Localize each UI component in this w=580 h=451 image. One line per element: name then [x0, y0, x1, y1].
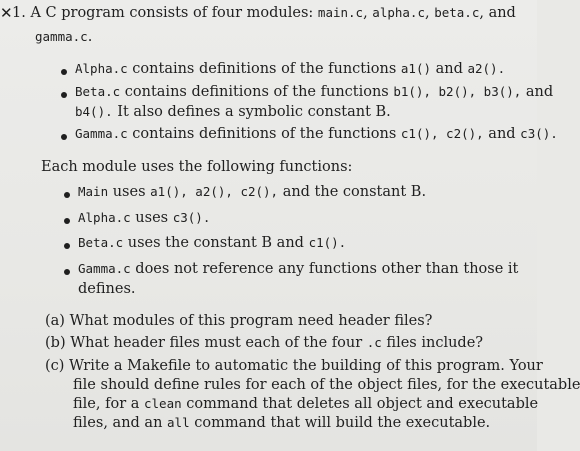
question-text: What header files must each of the four	[70, 335, 363, 351]
question-c-line-4	[73, 414, 490, 432]
bullet-icon	[64, 269, 70, 275]
intro-and: and	[488, 5, 516, 21]
module-desc: contains definitions of the functions	[132, 61, 397, 77]
uses-item-gamma-line-2: defines.	[78, 281, 136, 297]
and-text: and	[435, 61, 463, 77]
question-text: files include?	[386, 335, 484, 351]
question-text: files, and an	[73, 415, 163, 431]
module-name: Gamma.c	[75, 126, 128, 141]
function-name: b4().	[75, 104, 113, 119]
function-name: a2().	[467, 61, 506, 76]
module-desc: It also defines a symbolic constant B.	[117, 104, 391, 120]
module-gamma: gamma.c	[35, 29, 88, 44]
module-desc: contains definitions of the functions	[132, 126, 397, 142]
question-text: command that will build the executable.	[194, 415, 491, 431]
uses-item-gamma	[78, 260, 518, 278]
module-main: main.c	[317, 5, 364, 20]
question-a	[45, 312, 432, 330]
module-desc: contains definitions of the functions	[124, 84, 389, 100]
module-beta: beta.c	[434, 5, 480, 20]
question-label: (b)	[45, 335, 66, 351]
uses-item-beta	[78, 234, 346, 252]
question-text: Write a Makefile to automatic the building of this program. Your	[69, 358, 543, 374]
question-text: What modules of this program need header files?	[69, 313, 433, 329]
function-name: a1()	[400, 61, 431, 76]
module-name: Gamma.c	[78, 261, 131, 276]
bullet-icon	[64, 218, 70, 224]
bullet-icon	[61, 92, 67, 98]
uses-text: and the constant B.	[282, 184, 427, 200]
module-item-alpha	[75, 60, 505, 78]
module-name: Alpha.c	[75, 61, 128, 76]
module-name: Beta.c	[78, 235, 124, 250]
command-all: all	[167, 415, 190, 430]
uses-text: uses	[135, 210, 169, 226]
intro-line-1: 1. A C program consists of four modules: main.c, alpha.c, beta.c, and	[12, 5, 516, 21]
question-label: (a)	[45, 313, 65, 329]
module-alpha: alpha.c	[372, 5, 425, 20]
module-name: Main	[78, 184, 109, 199]
command-clean: clean	[144, 396, 182, 411]
function-name: c1().	[308, 235, 347, 250]
bullet-icon	[64, 243, 70, 249]
uses-text: uses the constant B and	[127, 235, 304, 251]
question-c-line-3	[73, 395, 538, 413]
module-name: Alpha.c	[78, 210, 131, 225]
function-name: a1(), a2(), c2(),	[150, 184, 279, 199]
uses-item-alpha	[78, 209, 210, 227]
question-b	[45, 334, 483, 352]
uses-text: uses	[112, 184, 146, 200]
file-extension: .c	[366, 335, 382, 350]
function-name: c1(), c2(),	[400, 126, 484, 141]
question-c	[45, 357, 543, 375]
and-text: and	[525, 84, 554, 100]
uses-heading: Each module uses the following functions:	[41, 159, 353, 175]
module-item-gamma	[75, 125, 558, 143]
intro-text: A C program consists of four modules:	[30, 5, 314, 21]
function-name: c3().	[172, 210, 211, 225]
function-name: b1(), b2(), b3(),	[393, 84, 522, 99]
bullet-icon	[64, 192, 70, 198]
function-name: c3().	[520, 126, 558, 141]
intro-line-2: gamma.c.	[35, 29, 93, 45]
question-c-line-2: file should define rules for each of the object files, for the executable	[73, 377, 580, 393]
uses-item-main	[78, 183, 426, 201]
module-item-beta-line-2	[75, 103, 391, 121]
module-item-beta	[75, 83, 553, 101]
module-name: Beta.c	[75, 84, 121, 99]
and-text: and	[488, 126, 516, 142]
bullet-icon	[61, 69, 67, 75]
question-label: (c)	[45, 358, 65, 374]
question-number: 1.	[12, 5, 26, 21]
check-mark-icon: ✕	[0, 4, 13, 22]
question-text: file, for a	[73, 396, 140, 412]
bullet-icon	[61, 134, 67, 140]
uses-text: does not reference any functions other than those it	[135, 261, 519, 277]
question-text: command that deletes all object and executable	[186, 396, 539, 412]
